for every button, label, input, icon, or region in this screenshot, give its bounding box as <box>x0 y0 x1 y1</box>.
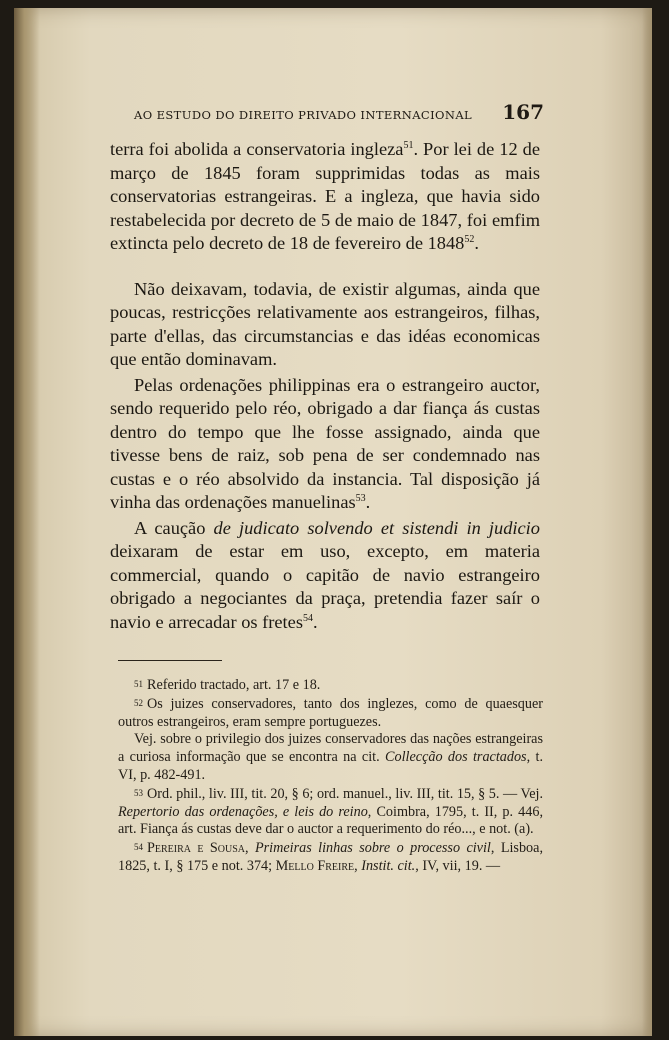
footnote-52 <box>118 695 543 732</box>
page-spine-shadow <box>14 8 40 1036</box>
footnote-separator: , <box>354 857 362 874</box>
footnote-text: Os juizes conservadores, tanto dos inglezes, como de quaesquer outros estrangeiros, eram sempre portuguezes. <box>118 695 543 730</box>
footnote-ref-53: 53 <box>355 492 366 504</box>
paragraph-4 <box>110 517 540 635</box>
paragraph-4-text-a: A caução <box>134 517 214 538</box>
footnote-ref-52: 52 <box>464 233 475 245</box>
footnote-number: 54 <box>134 842 143 853</box>
footnote-53 <box>118 785 543 839</box>
paragraph-1-text-c: . <box>474 233 479 253</box>
page-edge-shadow <box>642 8 652 1036</box>
footnote-text: , t. VI, p. 482-491. <box>118 749 543 783</box>
paragraph-3-text-b: . <box>365 492 371 512</box>
footnotes <box>118 676 543 876</box>
paragraph-3-text-a: Pelas ordenações philippinas era o estrangeiro auctor, sendo requerido pelo réo, obrigado a dar fiança ás custas dentro do tempo que lhe fosse assignado, ainda que tivesse bens de raiz, sob pena de ser condemnado nas custas e o réo absolvido da instancia. Tal disposição já vinha das ordenações manuelinas <box>110 374 540 512</box>
running-title: AO ESTUDO DO DIREITO PRIVADO INTERNACIONAL <box>134 108 473 122</box>
footnote-text: Vej. sobre o privilegio dos juizes conservadores das nações estrangeiras a curiosa informação que se encontra na cit. <box>118 731 543 766</box>
paragraph-4-text-c: . <box>313 611 318 632</box>
paragraph-4-latin-phrase: de judicato solvendo et sistendi in judicio <box>213 517 540 538</box>
paragraph-2: Não deixavam, todavia, de existir algumas, ainda que poucas, restricções relativamente aos estrangeiros, filhas, parte d'ellas, das circumstancias e das idéas economicas que então dominavam. <box>110 278 540 369</box>
footnote-number: 53 <box>134 787 143 798</box>
footnote-54 <box>118 839 543 876</box>
main-text <box>110 138 540 634</box>
footnote-text: , Lisboa, 1825, t. I, § 175 e not. 374; <box>118 840 543 874</box>
book-page <box>14 8 652 1036</box>
footnote-text: , Coimbra, 1795, t. II, p. 446, art. Fiança ás custas deve dar o auctor a requerimento do réo..., e not. (a). <box>118 803 543 838</box>
footnote-cited-work: Repertorio das ordenações, e leis do reino <box>118 803 368 820</box>
footnote-ref-51: 51 <box>403 139 414 151</box>
footnote-52-continued <box>118 731 543 784</box>
footnote-number: 51 <box>134 679 143 689</box>
footnote-divider <box>118 660 222 661</box>
paragraph-3 <box>110 374 540 515</box>
footnote-text: Referido tractado, art. 17 e 18. <box>147 677 321 693</box>
footnote-text: Ord. phil., liv. III, tit. 20, § 6; ord. manuel., liv. III, tit. 15, § 5. — Vej. <box>147 785 543 802</box>
footnote-author: Mello Freire <box>275 857 355 874</box>
paragraph-4-text-b: deixaram de estar em uso, excepto, em materia commercial, quando o capitão de navio estrangeiro obrigado a negociantes da praça, pretendia fazer saír o navio e arrecadar os fretes <box>110 541 540 632</box>
footnote-51 <box>118 676 543 695</box>
footnote-cited-work: Primeiras linhas sobre o processo civil <box>254 840 491 857</box>
footnote-author: Pereira e Sousa <box>147 840 246 857</box>
footnote-number: 52 <box>134 697 143 708</box>
paragraph-1 <box>110 138 540 256</box>
running-header <box>134 100 544 124</box>
paragraph-1-text-b: . Por lei de 12 de março de 1845 foram supprimidas todas as mais conservatorias estrangeiras. E a ingleza, que havia sido restabelecida por decreto de 5 de maio de 1847, foi emfim extincta pelo decreto de 18 de fevereiro de 1848 <box>110 139 540 253</box>
footnote-ref-54: 54 <box>303 612 313 624</box>
paragraph-1-text-a: terra foi abolida a conservatoria ingleza <box>110 139 404 159</box>
footnote-separator: , <box>245 840 255 857</box>
footnote-cited-work: Instit. cit. <box>361 857 416 874</box>
footnote-text: , IV, vii, 19. — <box>415 857 501 874</box>
page-number: 167 <box>502 100 544 124</box>
footnote-cited-work: Collecção dos tractados <box>385 749 527 766</box>
